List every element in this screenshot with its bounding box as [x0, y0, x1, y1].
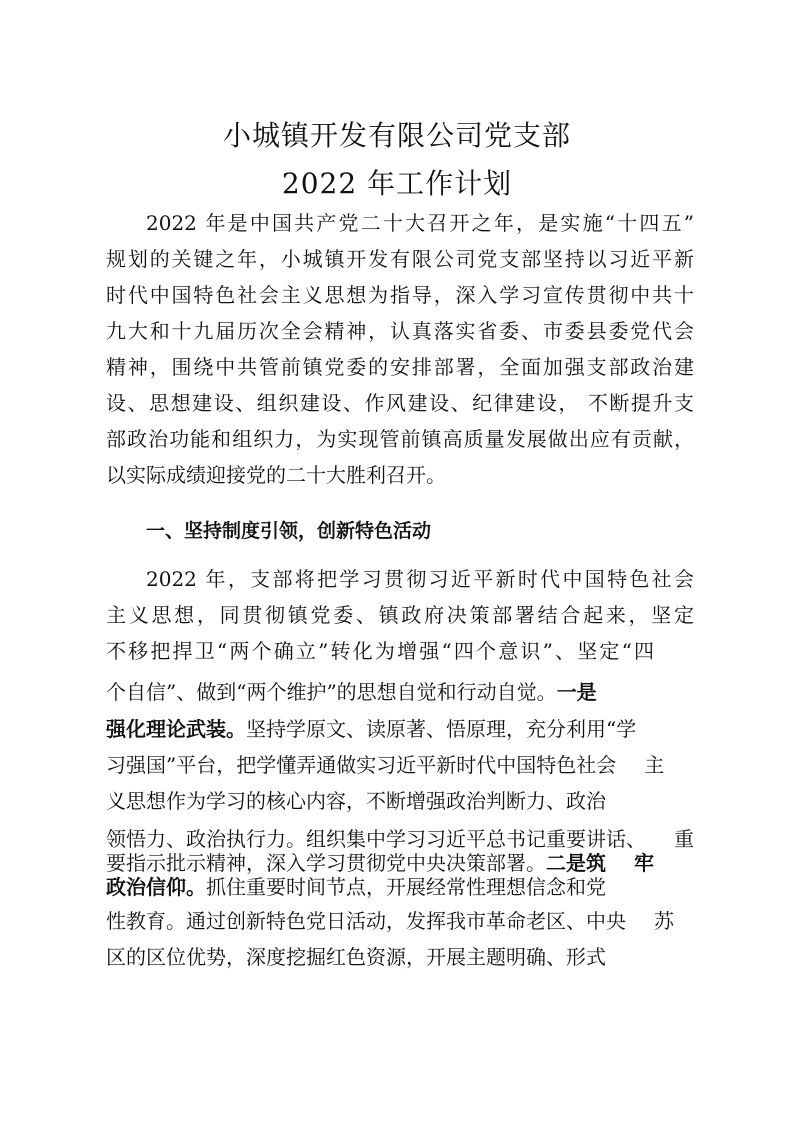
- section-1-line-9: [106, 850, 694, 876]
- intro-line-6: 设、思想建设、组织建设、作风建设、纪律建设， 不断提升支: [106, 391, 694, 415]
- section-1-line-8: [106, 826, 694, 852]
- section-1-line-8-tail: 重: [674, 827, 694, 851]
- document-title-line-2: 2022 年工作计划: [281, 167, 513, 200]
- intro-line-2: 规划的关键之年，小城镇开发有限公司党支部坚持以习近平新: [106, 247, 694, 271]
- section-1-line-3: 不移把捍卫“两个确立”转化为增强“四个意识”、坚定“四: [106, 639, 654, 663]
- section-1-line-10-text: 抓住重要时间节点，开展经常性理想信念和党: [206, 875, 606, 899]
- section-1-line-11: [106, 908, 694, 934]
- document-title-line-1: 小城镇开发有限公司党支部: [222, 119, 571, 152]
- section-1-line-10: [106, 874, 694, 900]
- section-1-line-11-tail: 苏: [654, 909, 674, 933]
- section-1-line-4-text: 个自信”、做到“两个维护”的思想自觉和行动自觉。: [106, 680, 557, 704]
- bold-lao: 牢: [634, 851, 654, 875]
- section-1-line-5: [106, 716, 666, 742]
- bold-yi-shi: 一是: [556, 680, 597, 704]
- bold-er-shi: 二是筑: [546, 851, 606, 875]
- section-1-heading: 一、坚持制度引领，创新特色活动: [146, 520, 432, 542]
- intro-line-1: 2022 年是中国共产党二十大召开之年，是实施“十四五”: [146, 211, 694, 235]
- section-1-line-1: 2022 年，支部将把学习贯彻习近平新时代中国特色社会: [146, 567, 694, 591]
- section-1-line-11-text: 性教育。通过创新特色党日活动，发挥我市革命老区、中央: [106, 909, 626, 933]
- section-1-line-8-text: 领悟力、政治执行力。组织集中学习习近平总书记重要讲话、: [106, 827, 646, 851]
- section-1-line-5-text: 坚持学原文、读原著、悟原理，充分利用“学: [246, 717, 637, 741]
- intro-line-5: 精神，围绕中共管前镇党委的安排部署，全面加强支部政治建: [106, 355, 694, 379]
- intro-line-7: 部政治功能和组织力，为实现管前镇高质量发展做出应有贡献，: [106, 427, 694, 451]
- bold-strengthen-theory: 强化理论武装。: [106, 717, 246, 741]
- section-1-line-6: [106, 752, 694, 778]
- section-1-line-12: 区的区位优势，深度挖掘红色资源，开展主题明确、形式: [106, 945, 606, 969]
- section-1-line-4: [106, 679, 666, 705]
- section-1-line-7: 义思想作为学习的核心内容，不断增强政治判断力、政治: [106, 789, 606, 813]
- intro-line-4: 九大和十九届历次全会精神，认真落实省委、市委县委党代会: [106, 319, 694, 343]
- section-1-line-6-tail: 主: [644, 753, 665, 777]
- intro-line-8: 以实际成绩迎接党的二十大胜利召开。: [106, 463, 446, 487]
- section-1-line-9-text: 要指示批示精神，深入学习贯彻党中央决策部署。: [106, 851, 546, 875]
- section-1-line-2: 主义思想，同贯彻镇党委、镇政府决策部署结合起来，坚定: [106, 603, 694, 627]
- bold-political-belief: 政治信仰。: [106, 875, 206, 899]
- section-1-line-6-text: 习强国”平台，把学懂弄通做实习近平新时代中国特色社会: [106, 753, 617, 777]
- intro-line-3: 时代中国特色社会主义思想为指导，深入学习宣传贯彻中共十: [106, 283, 694, 307]
